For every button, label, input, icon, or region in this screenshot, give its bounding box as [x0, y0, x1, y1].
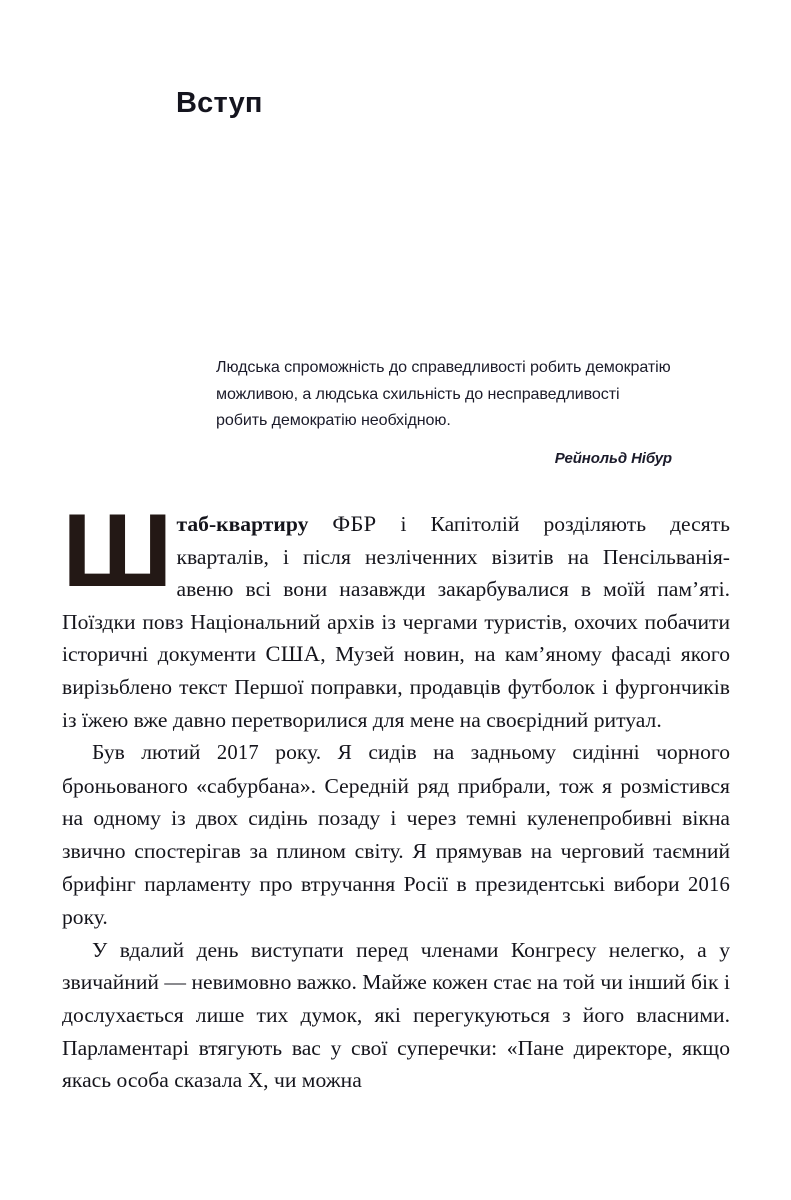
paragraph-third: У вдалий день виступати перед членами Конгресу нелегко, а у звичайний — невимовно важко. Майже кожен стає на той чи інший бік і дослухається лише тих думок, які перегукуються з його власними. Парламентарі втягують вас у свої суперечки: «Пане директоре, якщо якась особа сказала Х, чи можна: [62, 937, 730, 1093]
paragraph-first: [62, 493, 730, 736]
acronym-usa: США: [265, 641, 321, 667]
epigraph: [216, 354, 672, 467]
drop-cap: Ш: [62, 493, 171, 609]
paragraph-first-text-b: , Музей новин, на кам’яному фасаді якого вирізьблено текст Першої поправки, продавців футболок і фургончиків із їжею вже давно перетворилися для мене на своєрідний ритуал.: [62, 642, 730, 732]
paragraph-second-text-a: Був лютий: [92, 740, 217, 765]
acronym-fbi: ФБР: [332, 511, 377, 536]
year-2016: 2016: [687, 873, 730, 896]
body-text: [62, 493, 730, 1097]
paragraph-second-text-b: року. Я сидів на задньому сидінні чорного броньованого «сабурбана». Середній ряд прибрали, тож я розмістився на одному із двох сидінь позаду і через темні куленепробивні вікна звично спостерігав за плином світу. Я прямував на черговий таємний брифінг парламенту про втручання Росії в президентські вибори: [62, 740, 730, 896]
epigraph-text: Людська спроможність до справедливості робить демократію можливою, а людська схильність до несправедливості робить демократію необхідною.: [216, 358, 671, 429]
epigraph-attribution: Рейнольд Нібур: [554, 449, 672, 467]
paragraph-first-text-a: і Капітолій розділяють десять кварталів, і після незліченних візитів на Пенсільванія-авеню всі вони назавжди закарбувалися в моїй пам’яті. Поїздки повз Національний архів із чергами туристів, охочих побачити історичні документи: [62, 512, 730, 667]
paragraph-second-text-c: року.: [62, 905, 108, 930]
year-2017: 2017: [216, 742, 259, 765]
paragraph-lead-bold: таб-квартиру: [176, 512, 309, 536]
page-title: Вступ: [176, 87, 263, 120]
paragraph-second: [62, 736, 730, 934]
